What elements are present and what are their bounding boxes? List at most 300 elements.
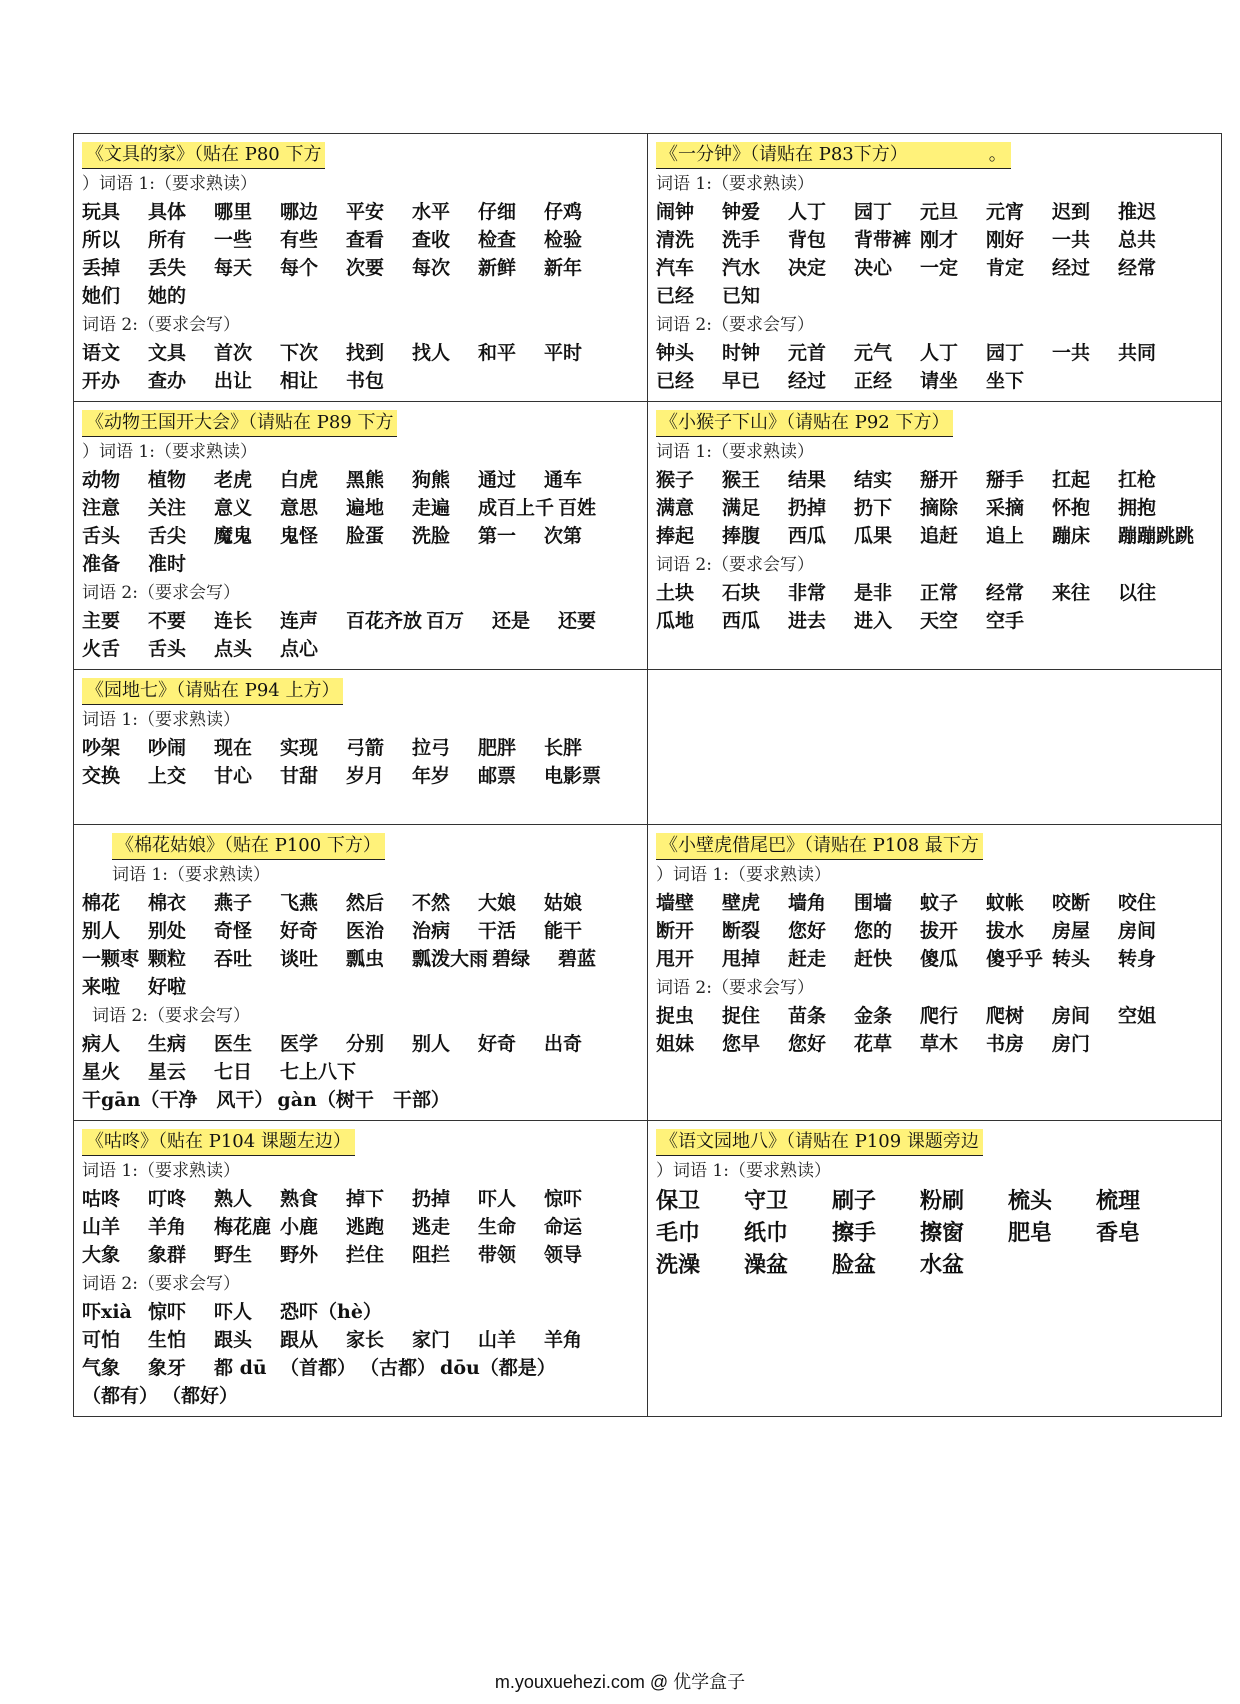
word-item: 山羊 [478,1329,517,1351]
cell-mianhua [74,825,648,1121]
word-item: 别人 [412,1033,451,1055]
word-item: 燕子 [214,892,253,914]
word-item: 语文 [82,342,121,364]
word-item: 捧腹 [722,525,761,547]
word-item: 咬住 [1118,892,1157,914]
read-label: 词语 1:（要求熟读） [656,174,814,194]
write-words [82,607,639,663]
read-words [82,889,639,1001]
word-item: 查看 [346,229,385,251]
word-item: 瓜地 [656,610,695,632]
word-item: 家长 [346,1329,385,1351]
lesson-title: 《咕咚》（贴在 P104 课题左边） [82,1129,355,1156]
word-item: 肯定 [986,257,1025,279]
word-item: 吓人 [214,1301,253,1323]
word-item: 空手 [986,610,1025,632]
word-item: 经常 [1118,257,1157,279]
word-item: 请坐 [920,370,959,392]
word-item: 甘甜 [280,765,319,787]
word-item: 遍地 [346,497,385,519]
word-item: 守卫 [744,1188,789,1214]
word-item: 所有 [148,229,187,251]
word-item: 火舌 [82,638,121,660]
word-list-table [73,133,1222,1417]
word-item: （古都） [360,1357,437,1379]
word-item: 刚好 [986,229,1025,251]
word-item: 草木 [920,1033,959,1055]
word-item: 通过 [478,469,517,491]
word-item: 舌尖 [148,525,187,547]
word-item: 经过 [1052,257,1091,279]
word-item: 书房 [986,1033,1025,1055]
word-item: 丢掉 [82,257,121,279]
word-item: 她们 [82,285,121,307]
word-item: 爬行 [920,1005,959,1027]
word-item: 金条 [854,1005,893,1027]
word-item: 扔掉 [412,1188,451,1210]
word-item: 元气 [854,342,893,364]
word-item: 每天 [214,257,253,279]
word-item: 惊吓 [544,1188,583,1210]
word-item: 来往 [1052,582,1091,604]
word-item: 背包 [788,229,827,251]
word-item: 猴王 [722,469,761,491]
lesson-title: 《小猴子下山》（请贴在 P92 下方） [656,410,953,437]
word-item: 生命 [478,1216,517,1238]
word-item: 来啦 [82,976,121,998]
word-item: 动物 [82,469,121,491]
word-item: 谈吐 [280,948,319,970]
word-item: 澡盆 [744,1252,789,1278]
word-item: 病人 [82,1033,121,1055]
word-item: gàn（树干 干部） [277,1089,450,1111]
word-item: 人丁 [920,342,959,364]
word-item: 拥抱 [1118,497,1157,519]
read-words [656,889,1213,973]
word-item: 吵架 [82,737,121,759]
word-item: 非常 [788,582,827,604]
word-item: 园丁 [986,342,1025,364]
word-item: 追上 [986,525,1025,547]
word-item: 跟从 [280,1329,319,1351]
polyphone-words [82,1086,639,1114]
write-label: 词语 2:（要求会写） [92,1006,250,1026]
write-words [82,1030,639,1086]
word-item: 您好 [788,1033,827,1055]
word-item: 通车 [544,469,583,491]
word-item: 老虎 [214,469,253,491]
word-item: 第一 [478,525,517,547]
word-item: 闹钟 [656,201,695,223]
word-item: 一共 [1052,229,1091,251]
word-item: 甩掉 [722,948,761,970]
word-item: 正常 [920,582,959,604]
write-words [656,339,1213,395]
word-item: 捉虫 [656,1005,695,1027]
word-item: 熟食 [280,1188,319,1210]
write-words-b [82,1326,639,1410]
word-item: 西瓜 [788,525,827,547]
word-item: 平时 [544,342,583,364]
word-item: 转头 [1052,948,1091,970]
read-words [82,734,639,790]
word-item: 共同 [1118,342,1157,364]
word-item: 意义 [214,497,253,519]
word-item: 瓜果 [854,525,893,547]
word-item: 掰手 [986,469,1025,491]
word-item: 可怕 [82,1329,121,1351]
word-item: 满意 [656,497,695,519]
word-item: 意思 [280,497,319,519]
cell-yuandiqi [74,670,648,825]
word-item: 掉下 [346,1188,385,1210]
word-item: 主要 [82,610,121,632]
lesson-title: 《语文园地八》（请贴在 P109 课题旁边 [656,1129,983,1156]
word-item: 山羊 [82,1216,121,1238]
word-item: 别人 [82,920,121,942]
word-item: 蚊子 [920,892,959,914]
write-label: 词语 2:（要求会写） [656,315,814,335]
word-item: 拔水 [986,920,1025,942]
read-words [656,466,1213,550]
write-words [656,1002,1213,1058]
read-words [82,466,639,578]
word-item: 大象 [82,1244,121,1266]
word-item: 干活 [478,920,517,942]
word-item: 经常 [986,582,1025,604]
word-item: 植物 [148,469,187,491]
word-item: 傻瓜 [920,948,959,970]
word-item: 已经 [656,370,695,392]
word-item: 您早 [722,1033,761,1055]
write-words [656,579,1213,635]
word-item: 房间 [1118,920,1157,942]
word-item: 一些 [214,229,253,251]
word-item: 一定 [920,257,959,279]
lesson-title: 《文具的家》（贴在 P80 下方 [82,142,325,169]
lesson-title: 《小壁虎借尾巴》（请贴在 P108 最下方 [656,833,983,860]
word-item: 水盆 [920,1252,965,1278]
word-item: 刷子 [832,1188,877,1214]
read-label: 词语 1:（要求熟读） [82,1161,240,1181]
word-item: 野外 [280,1244,319,1266]
word-item: 百万 [426,610,465,632]
word-item: 元宵 [986,201,1025,223]
word-item: 仔鸡 [544,201,583,223]
word-item: 迟到 [1052,201,1091,223]
word-item: 追赶 [920,525,959,547]
word-item: 气象 [82,1357,121,1379]
word-item: 围墙 [854,892,893,914]
word-item: 和平 [478,342,517,364]
read-label: ）词语 1:（要求熟读） [656,1161,831,1181]
word-item: 扛起 [1052,469,1091,491]
word-item: 元旦 [920,201,959,223]
word-item: 吵闹 [148,737,187,759]
word-item: 生病 [148,1033,187,1055]
word-item: 水平 [412,201,451,223]
word-item: 丢失 [148,257,187,279]
word-item: 瓢泼大雨 [412,948,489,970]
word-item: 生怕 [148,1329,187,1351]
write-words [82,339,639,395]
word-item: 吓人 [478,1188,517,1210]
word-item: 墙壁 [656,892,695,914]
word-item: 洗手 [722,229,761,251]
word-item: 连声 [280,610,319,632]
word-item: 恐吓（hè） [280,1301,382,1323]
word-item: 西瓜 [722,610,761,632]
word-item: 刚才 [920,229,959,251]
word-item: 每次 [412,257,451,279]
word-item: 注意 [82,497,121,519]
word-item: 医学 [280,1033,319,1055]
word-item: 实现 [280,737,319,759]
word-item: 吓xià [82,1301,132,1323]
word-item: 清洗 [656,229,695,251]
word-item: 壁虎 [722,892,761,914]
word-item: 带领 [478,1244,517,1266]
word-item: 拦住 [346,1244,385,1266]
word-item: 粉刷 [920,1188,965,1214]
word-item: 扔下 [854,497,893,519]
word-item: 坐下 [986,370,1025,392]
word-item: 羊角 [544,1329,583,1351]
write-label: 词语 2:（要求会写） [82,315,240,335]
word-item: 蹦蹦跳跳 [1118,525,1195,547]
word-item: 出奇 [544,1033,583,1055]
word-item: 扔掉 [788,497,827,519]
cell-yifenzhong [648,134,1222,402]
write-label: 词语 2:（要求会写） [82,1274,240,1294]
word-item: 姑娘 [544,892,583,914]
word-item: 新鲜 [478,257,517,279]
word-item: 领导 [544,1244,583,1266]
word-item: 肥皂 [1008,1220,1053,1246]
read-words [82,198,639,310]
word-item: 逃跑 [346,1216,385,1238]
word-item: 首次 [214,342,253,364]
word-item: 都 dū [214,1357,267,1379]
word-item: 逃走 [412,1216,451,1238]
word-item: 家门 [412,1329,451,1351]
word-item: 已知 [722,285,761,307]
word-item: 拔开 [920,920,959,942]
word-item: 成百上千 [478,497,555,519]
word-item: 交换 [82,765,121,787]
read-label: ）词语 1:（要求熟读） [656,865,831,885]
word-item: 命运 [544,1216,583,1238]
word-item: 擦窗 [920,1220,965,1246]
word-item: 梳头 [1008,1188,1053,1214]
word-item: 野生 [214,1244,253,1266]
word-item: 惊吓 [148,1301,187,1323]
word-item: 鬼怪 [280,525,319,547]
word-item: 梅花鹿 [214,1216,272,1238]
lesson-title: 《动物王国开大会》（请贴在 P89 下方 [82,410,397,437]
word-item: 查办 [148,370,187,392]
read-words [656,1185,1213,1281]
word-item: 大娘 [478,892,517,914]
word-item: 您好 [788,920,827,942]
word-item: （都有） [82,1385,159,1407]
word-item: 查收 [412,229,451,251]
word-item: 岁月 [346,765,385,787]
word-item: 一共 [1052,342,1091,364]
word-item: 长胖 [544,737,583,759]
word-item: 进去 [788,610,827,632]
word-item: 分别 [346,1033,385,1055]
word-item: 时钟 [722,342,761,364]
word-item: （都好） [162,1385,239,1407]
word-item: 瓢虫 [346,948,385,970]
word-item: 土块 [656,582,695,604]
word-item: 百花齐放 [346,610,423,632]
word-item: 已经 [656,285,695,307]
word-item: 弓箭 [346,737,385,759]
write-words-a [82,1298,639,1326]
word-item: 采摘 [986,497,1025,519]
word-item: 断开 [656,920,695,942]
write-label: 词语 2:（要求会写） [82,583,240,603]
word-item: 洗澡 [656,1252,701,1278]
word-item: 爬树 [986,1005,1025,1027]
word-item: 有些 [280,229,319,251]
word-item: 掰开 [920,469,959,491]
word-item: 玩具 [82,201,121,223]
word-item: 熟人 [214,1188,253,1210]
word-item: 不要 [148,610,187,632]
lesson-title: 《一分钟》（请贴在 P83下方） 。 [656,142,1011,169]
word-item: 房门 [1052,1033,1091,1055]
word-item: 年岁 [412,765,451,787]
word-item: 平安 [346,201,385,223]
word-item: 好奇 [280,920,319,942]
word-item: 捧起 [656,525,695,547]
word-item: 魔鬼 [214,525,253,547]
word-item: 决心 [854,257,893,279]
word-item: 医治 [346,920,385,942]
word-item: 狗熊 [412,469,451,491]
read-label: 词语 1:（要求熟读） [82,710,240,730]
word-item: 她的 [148,285,187,307]
word-item: 钟爱 [722,201,761,223]
word-item: 是非 [854,582,893,604]
word-item: 墙角 [788,892,827,914]
word-item: 好啦 [148,976,187,998]
word-item: 仔细 [478,201,517,223]
word-item: 点心 [280,638,319,660]
word-item: 关注 [148,497,187,519]
word-item: 还是 [492,610,531,632]
word-item: 赶快 [854,948,893,970]
word-item: 结果 [788,469,827,491]
word-item: 书包 [346,370,385,392]
word-item: 园丁 [854,201,893,223]
lesson-title: 《园地七》（请贴在 P94 上方） [82,678,343,705]
word-item: 转身 [1118,948,1157,970]
write-label: 词语 2:（要求会写） [656,978,814,998]
word-item: 次第 [544,525,583,547]
word-item: 现在 [214,737,253,759]
word-item: 飞燕 [280,892,319,914]
word-item: 出让 [214,370,253,392]
word-item: 走遍 [412,497,451,519]
word-item: 苗条 [788,1005,827,1027]
word-item: 新年 [544,257,583,279]
word-item: 吞吐 [214,948,253,970]
word-item: 结实 [854,469,893,491]
word-item: 早已 [722,370,761,392]
word-item: 汽水 [722,257,761,279]
word-item: 点头 [214,638,253,660]
word-item: 百姓 [558,497,597,519]
word-item: 咬断 [1052,892,1091,914]
word-item: 脸盆 [832,1252,877,1278]
word-item: 干gān（干净 风干） [82,1089,274,1111]
cell-dongwu [74,402,648,670]
word-item: 奇怪 [214,920,253,942]
word-item: 检查 [478,229,517,251]
word-item: 黑熊 [346,469,385,491]
cell-wenju [74,134,648,402]
word-item: 治病 [412,920,451,942]
word-item: 小鹿 [280,1216,319,1238]
word-item: 擦手 [832,1220,877,1246]
word-item: （首都） [280,1357,357,1379]
word-item: 颗粒 [148,948,187,970]
word-item: 蚊帐 [986,892,1025,914]
word-item: 脸蛋 [346,525,385,547]
word-item: 保卫 [656,1188,701,1214]
word-item: 房屋 [1052,920,1091,942]
word-item: 七日 [214,1061,253,1083]
word-item: 猴子 [656,469,695,491]
word-item: 找到 [346,342,385,364]
word-item: 舌头 [148,638,187,660]
word-item: 梳理 [1096,1188,1141,1214]
word-item: 象群 [148,1244,187,1266]
word-item: 羊角 [148,1216,187,1238]
word-item: 傻乎乎 [986,948,1044,970]
word-item: 阻拦 [412,1244,451,1266]
word-item: 您的 [854,920,893,942]
word-item: 哪里 [214,201,253,223]
word-item: 医生 [214,1033,253,1055]
word-item: 象牙 [148,1357,187,1379]
word-item: 上交 [148,765,187,787]
word-item: 准时 [148,553,187,575]
word-item: 空姐 [1118,1005,1157,1027]
word-item: 背带裤 [854,229,912,251]
word-item: 然后 [346,892,385,914]
word-item: 每个 [280,257,319,279]
word-item: 咕咚 [82,1188,121,1210]
read-label: 词语 1:（要求熟读） [112,865,270,885]
word-item: 能干 [544,920,583,942]
word-item: 白虎 [280,469,319,491]
word-item: 棉衣 [148,892,187,914]
word-item: 邮票 [478,765,517,787]
footer-source: m.youxuehezi.com @ 优学盒子 [494,1672,746,1692]
word-item: 人丁 [788,201,827,223]
word-item: 甩开 [656,948,695,970]
word-item: 相让 [280,370,319,392]
word-item: dōu（都是） [440,1357,556,1379]
word-item: 棉花 [82,892,121,914]
word-item: 满足 [722,497,761,519]
word-item: 花草 [854,1033,893,1055]
